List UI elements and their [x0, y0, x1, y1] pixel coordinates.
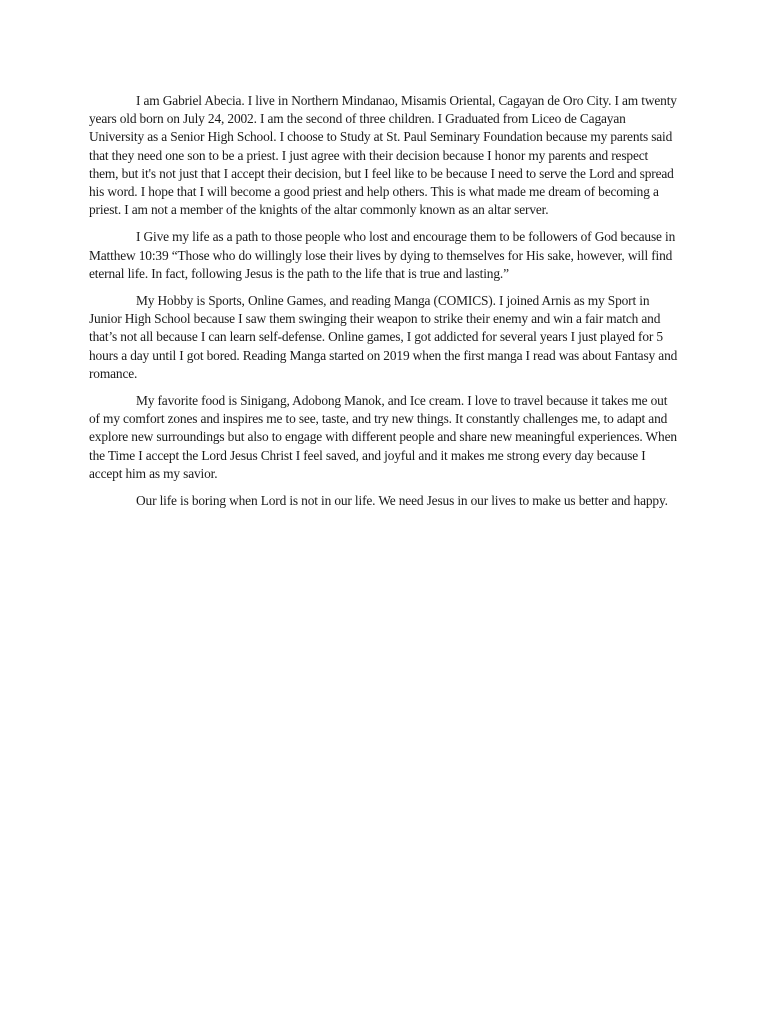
paragraph-favorites: My favorite food is Sinigang, Adobong Manok, and Ice cream. I love to travel because it takes me out of my comfort zones and inspires me to see, taste, and try new things. It constantly challenges me, to adapt and explore new surroundings but also to engage with different people and share new meaningful experiences. When the Time I accept the Lord Jesus Christ I feel saved, and joyful and it makes me strong every day because I accept him as my savior.: [89, 393, 677, 481]
paragraph-conclusion: Our life is boring when Lord is not in our life. We need Jesus in our lives to make us better and happy.: [136, 493, 668, 509]
paragraph-purpose: I Give my life as a path to those people who lost and encourage them to be followers of God because in Matthew 10:39 “Those who do willingly lose their lives by dying to themselves for His sake, however, will find eternal life. In fact, following Jesus is the path to the life that is true and lasting.”: [89, 229, 676, 281]
paragraph-introduction: I am Gabriel Abecia. I live in Northern Mindanao, Misamis Oriental, Cagayan de Oro City. I am twenty years old born on July 24, 2002. I am the second of three children. I Graduated from Liceo de Cagayan University as a Senior High School. I choose to Study at St. Paul Seminary Foundation because my parents said that they need one son to be a priest. I just agree with their decision because I honor my parents and respect them, but it's not just that I accept their decision, but I feel like to be because I need to serve the Lord and spread his word. I hope that I will become a good priest and help others. This is what made me dream of becoming a priest. I am not a member of the knights of the altar commonly known as an altar server.: [89, 93, 677, 218]
document-body: [89, 92, 679, 519]
paragraph-hobbies: My Hobby is Sports, Online Games, and reading Manga (COMICS). I joined Arnis as my Sport in Junior High School because I saw them swinging their weapon to strike their enemy and win a fair match and that’s not all because I can learn self-defense. Online games, I got addicted for several years I just played for 5 hours a day until I got bored. Reading Manga started on 2019 when the first manga I read was about Fantasy and romance.: [89, 293, 678, 381]
